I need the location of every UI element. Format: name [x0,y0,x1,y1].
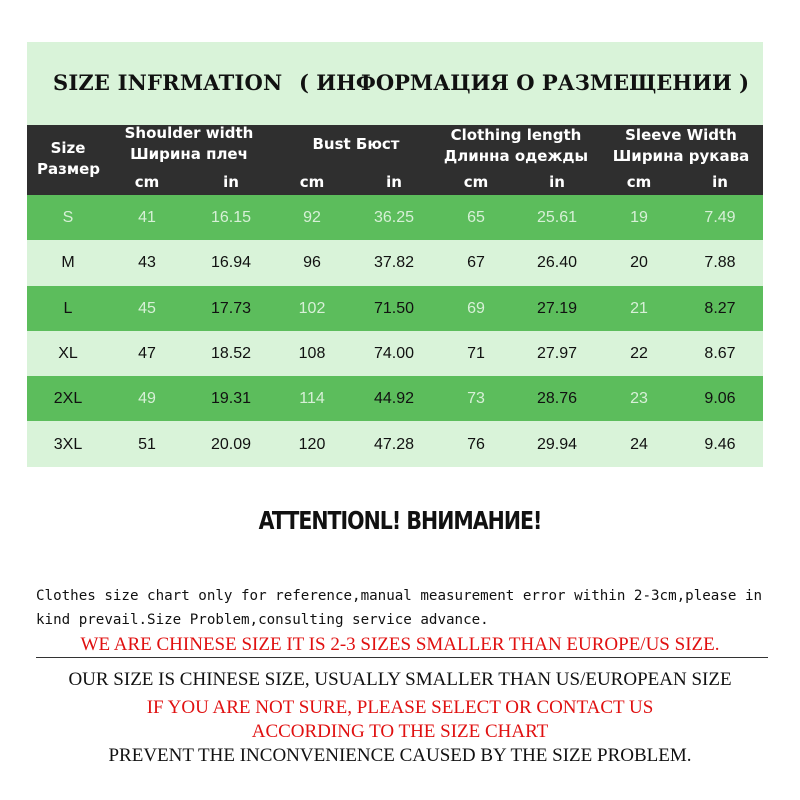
cell-bust-in: 37.82 [373,254,415,271]
cell-sleeve-cm: 21 [630,300,648,317]
title-russian: ( ИНФОРМАЦИЯ О РАЗМЕЩЕНИИ ) [299,70,750,95]
cell-shoulder-cm: 49 [138,390,156,407]
header-length [440,125,592,167]
reference-note: Clothes size chart only for reference,manual measurement error within 2-3cm,please in kind prevail.Size Problem,consulting service advance. [36,588,763,628]
cell-length-in: 26.40 [536,254,578,271]
cell-size: 2XL [53,390,83,407]
header-sleeve-en: Sleeve Width [625,126,737,144]
header-bust-cm: cm [299,173,325,191]
cell-shoulder-in: 18.52 [210,345,252,362]
cell-shoulder-cm: 51 [138,436,156,453]
cell-bust-in: 71.50 [373,300,415,317]
cell-length-cm: 73 [467,390,485,407]
cell-length-in: 27.19 [536,300,578,317]
cell-shoulder-in: 16.94 [210,254,252,271]
header-shoulder-in: in [223,173,239,191]
size-chart [27,42,763,467]
header-length-in: in [549,173,565,191]
cell-size: S [62,209,74,226]
cell-bust-cm: 108 [298,345,326,362]
cell-bust-cm: 96 [303,254,321,271]
cell-bust-cm: 102 [298,300,326,317]
header-sleeve [601,125,761,167]
cell-bust-cm: 92 [303,209,321,226]
cell-shoulder-in: 17.73 [210,300,252,317]
header-length-ru: Длинна одежды [443,147,589,165]
chart-title [27,64,763,104]
cell-length-cm: 71 [467,345,485,362]
header-sleeve-in: in [712,173,728,191]
cell-sleeve-cm: 19 [630,209,648,226]
cell-shoulder-in: 16.15 [210,209,252,226]
cell-bust-in: 44.92 [373,390,415,407]
table-row-2xl [27,376,763,421]
header-sleeve-ru: Ширина рукава [612,147,750,165]
cell-length-in: 27.97 [536,345,578,362]
cell-sleeve-cm: 22 [630,345,648,362]
header-shoulder-cm: cm [134,173,160,191]
cell-length-cm: 65 [467,209,485,226]
cell-length-in: 29.94 [536,436,578,453]
cell-shoulder-cm: 43 [138,254,156,271]
cell-sleeve-cm: 24 [630,436,648,453]
cell-size: M [61,254,75,271]
cell-size: 3XL [53,436,83,453]
header-bust: Bust Бюст [312,135,400,153]
header-length-cm: cm [463,173,489,191]
cell-bust-in: 74.00 [373,345,415,362]
footer-line-2: IF YOU ARE NOT SURE, PLEASE SELECT OR CONTACT US [146,697,654,718]
table-row-s [27,195,763,240]
table-row-m [27,240,763,285]
cell-length-in: 25.61 [536,209,578,226]
size-warning: WE ARE CHINESE SIZE IT IS 2-3 SIZES SMALLER THAN EUROPE/US SIZE. [80,634,720,655]
table-row-xl [27,331,763,376]
cell-shoulder-cm: 41 [138,209,156,226]
header-bust-in: in [386,173,402,191]
cell-sleeve-in: 9.06 [704,390,736,407]
header-sleeve-cm: cm [626,173,652,191]
table-row-l [27,286,763,331]
cell-shoulder-cm: 45 [138,300,156,317]
cell-shoulder-cm: 47 [138,345,156,362]
cell-shoulder-in: 20.09 [210,436,252,453]
header-size-ru: Размер [37,160,101,178]
attention-heading: ATTENTIONL! ВНИМАНИЕ! [258,506,542,535]
cell-sleeve-cm: 23 [630,390,648,407]
cell-sleeve-in: 8.27 [704,300,736,317]
cell-sleeve-in: 9.46 [704,436,736,453]
title-english: SIZE INFRMATION [53,70,283,95]
header-size-en: Size [50,139,86,157]
cell-size: XL [58,345,78,362]
cell-bust-in: 47.28 [373,436,415,453]
header-size [37,138,99,180]
table-row-3xl [27,422,763,467]
cell-length-cm: 69 [467,300,485,317]
cell-shoulder-in: 19.31 [210,390,252,407]
cell-sleeve-in: 7.49 [704,209,736,226]
header-shoulder [109,123,269,165]
footer-line-1: OUR SIZE IS CHINESE SIZE, USUALLY SMALLER THAN US/EUROPEAN SIZE [68,669,732,690]
cell-sleeve-cm: 20 [630,254,648,271]
footer-line-3: ACCORDING TO THE SIZE CHART [251,721,549,742]
cell-size: L [63,300,73,317]
divider [36,657,768,658]
cell-sleeve-in: 8.67 [704,345,736,362]
cell-length-in: 28.76 [536,390,578,407]
header-shoulder-en: Shoulder width [124,124,254,142]
cell-bust-cm: 120 [298,436,326,453]
header-shoulder-ru: Ширина плеч [130,145,248,163]
cell-length-cm: 67 [467,254,485,271]
cell-sleeve-in: 7.88 [704,254,736,271]
cell-bust-in: 36.25 [373,209,415,226]
cell-bust-cm: 114 [299,390,325,407]
footer-line-4: PREVENT THE INCONVENIENCE CAUSED BY THE SIZE PROBLEM. [108,745,692,766]
cell-length-cm: 76 [467,436,485,453]
header-length-en: Clothing length [450,126,582,144]
